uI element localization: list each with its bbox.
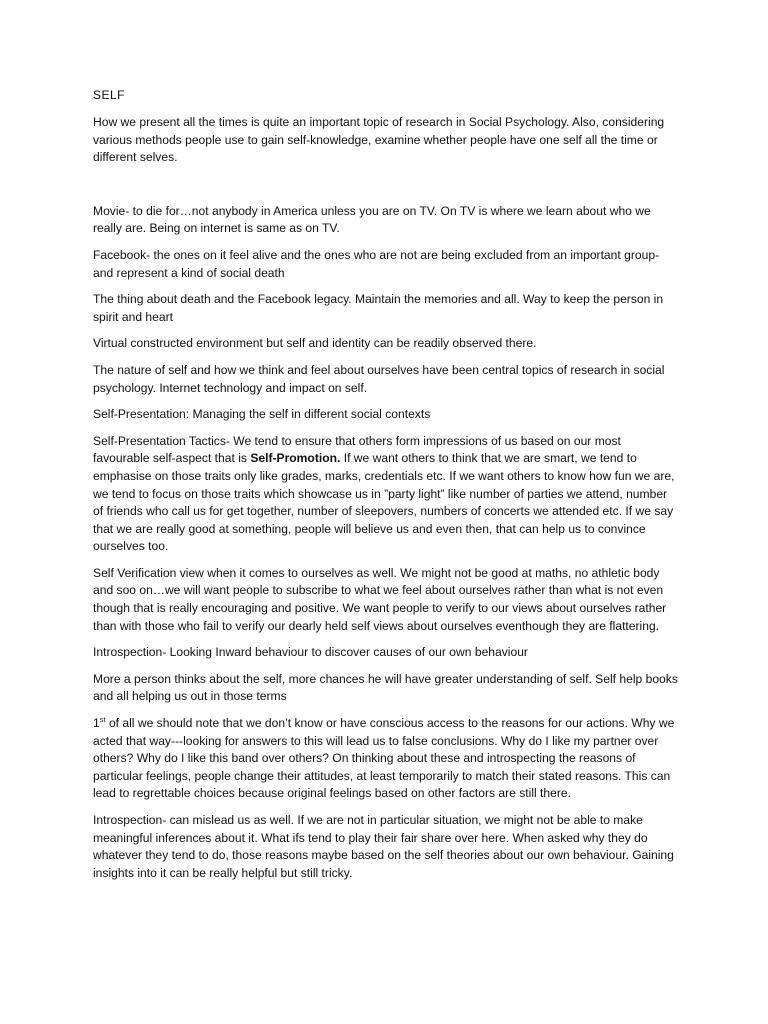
self-promotion-term: Self-Promotion. [250, 451, 341, 466]
paragraph-self-help: More a person thinks about the self, more chances he will have greater understanding of self. Self help books and all helping us out in those terms [93, 671, 678, 704]
paragraph-first-of-all [93, 715, 680, 803]
paragraph-virtual-environment: Virtual constructed environment but self and identity can be readily observed there. [93, 336, 537, 351]
paragraph-self-verification: Self Verification view when it comes to ourselves as well. We might not be good at maths, no athletic body and soo on…we will want people to subscribe to what we feel about ourselves rather than what is not even though that is really encouraging and positive. We want people to verify to our views about ourselves rather than with those who fail to verify our dearly held self views about ourselves eventhough they are flattering. [93, 565, 667, 633]
tactics-lead-text: Self-Presentation Tactics- We tend to ensure that others form impressions of us based on our most favourable self-aspect that is [93, 433, 621, 466]
paragraph-gap [93, 176, 680, 203]
paragraph-facebook-legacy: The thing about death and the Facebook legacy. Maintain the memories and all. Way to keep the person in spirit and heart [93, 292, 664, 324]
heading-self-presentation: Self-Presentation: Managing the self in different social contexts [93, 407, 431, 422]
paragraph-self-presentation-tactics [93, 433, 680, 556]
document-title: SELF [93, 88, 126, 102]
heading-introspection: Introspection- Looking Inward behaviour to discover causes of our own behaviour [93, 645, 528, 660]
ordinal-suffix: st [99, 715, 106, 724]
paragraph-nature-of-self: The nature of self and how we think and feel about ourselves have been central topics of research in social psychology. Internet technology and impact on self. [93, 362, 665, 395]
tactics-body-text: If we want others to think that we are smart, we tend to emphasise on those traits only like grades, marks, credentials etc. If we want others to know how fun we are, we tend to focus on those traits which showcase us in ”party light” like number of parties we attend, number of friends who call us for get together, number of sleepovers, numbers of concerts we attended etc. If we say that we are really good at something, people will believe us and even then, that can help us to convince ourselves too. [93, 451, 675, 554]
paragraph-introspection-mislead: Introspection- can mislead us as well. If we are not in particular situation, we might not be able to make meaningful inferences about it. What ifs tend to play their fair share over here. When asked why they do whatever they tend to do, those reasons maybe based on the self theories about our own behaviour. Gaining insights into it can be really helpful but still tricky. [93, 813, 674, 880]
paragraph-movie: Movie- to die for…not anybody in America unless you are on TV. On TV is where we learn about who we really are. Being on internet is same as on TV. [93, 203, 651, 236]
paragraph-facebook: Facebook- the ones on it feel alive and the ones who are not are being excluded from an important group- and represent a kind of social death [93, 247, 660, 280]
first-of-all-text: of all we should note that we don’t know or have conscious access to the reasons for our actions. Why we acted that way---looking for answers to this will lead us to false conclusions. Why do I like my partner over others? Why do I like this band over others? On thinking about these and introspecting the reasons of particular feelings, people change their attitudes, at least temporarily to match their stated reasons. This can lead to regrettable choices because original feelings based on other factors are still there. [93, 716, 675, 801]
paragraph-intro: How we present all the times is quite an important topic of research in Social Psychology. Also, considering various methods people use to gain self-knowledge, examine whether people have one self all the time or different selves. [93, 115, 665, 165]
ordinal-number: 1 [93, 716, 100, 731]
